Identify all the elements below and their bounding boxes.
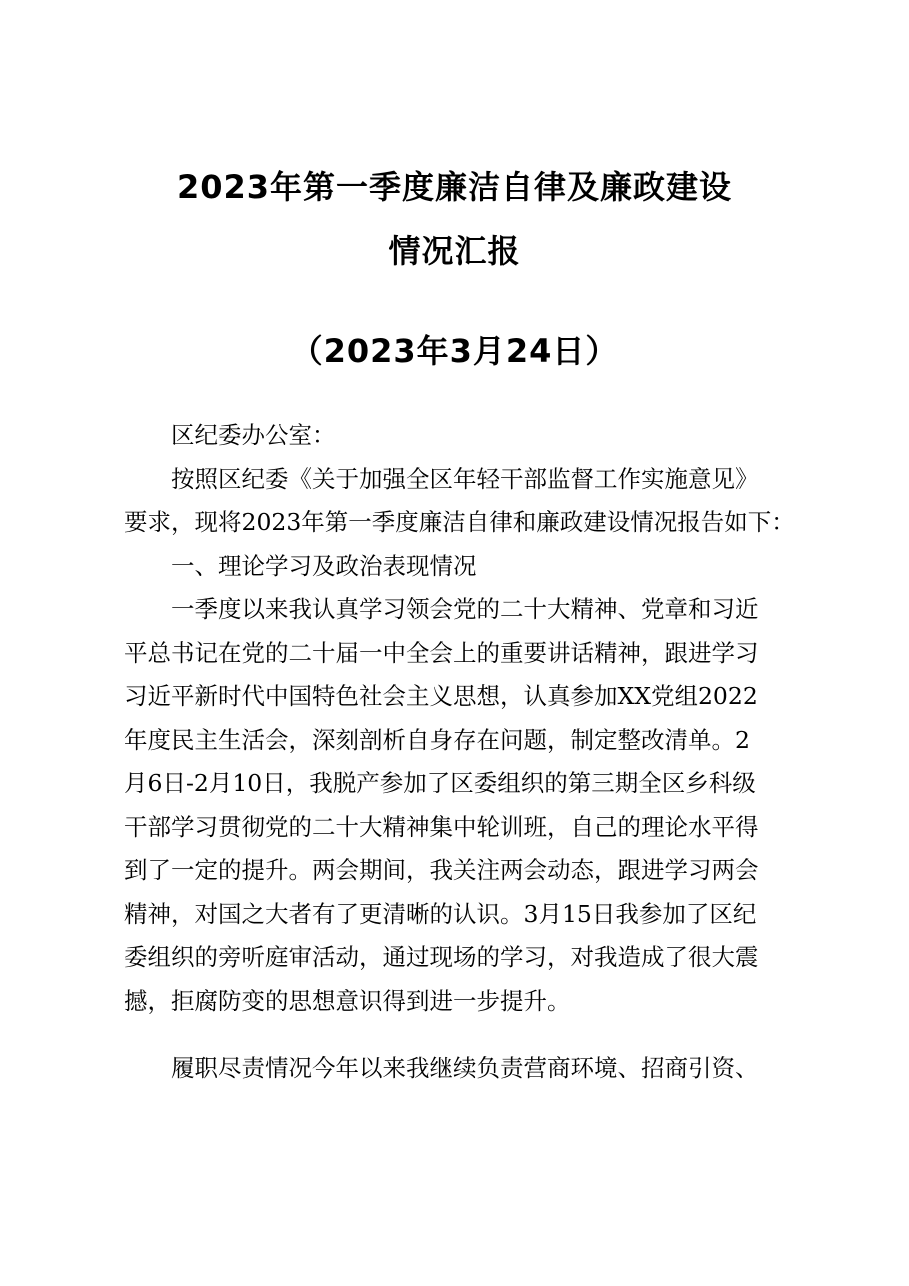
document-title-line-2: 情况汇报	[388, 232, 521, 270]
document-body	[124, 414, 804, 1091]
salutation: 区纪委办公室：	[171, 421, 336, 449]
section-1-line: 到了一定的提升。两会期间，我关注两会动态，跟进学习两会	[124, 856, 759, 884]
section-1-line: 一季度以来我认真学习领会党的二十大精神、党章和习近	[171, 595, 759, 623]
section-1-line: 月6日-2月10日，我脱产参加了区委组织的第三期全区乡科级	[124, 769, 756, 797]
section-1-heading: 一、理论学习及政治表现情况	[171, 551, 477, 580]
document-date: （2023年3月24日）	[290, 332, 619, 370]
section-2-line: 履职尽责情况今年以来我继续负责营商环境、招商引资、	[171, 1054, 759, 1082]
section-1-line: 干部学习贯彻党的二十大精神集中轮训班，自己的理论水平得	[124, 812, 759, 841]
intro-line-2: 要求，现将2023年第一季度廉洁自律和廉政建设情况报告如下：	[124, 508, 795, 536]
document-title-line-1: 2023年第一季度廉洁自律及廉政建设	[176, 168, 733, 206]
section-1-line: 习近平新时代中国特色社会主义思想，认真参加XX党组2022	[124, 682, 758, 710]
section-1-line: 年度民主生活会，深刻剖析自身存在问题，制定整改清单。2	[124, 725, 750, 754]
intro-line-1: 按照区纪委《关于加强全区年轻干部监督工作实施意见》	[171, 464, 759, 493]
intro-paragraph	[124, 458, 804, 545]
section-1-line: 撼，拒腐防变的思想意识得到进一步提升。	[124, 986, 571, 1015]
section-1-line: 平总书记在党的二十届一中全会上的重要讲话精神，跟进学习	[124, 638, 759, 667]
section-1-paragraph	[124, 588, 804, 1023]
section-1-line: 委组织的旁听庭审活动，通过现场的学习，对我造成了很大震	[124, 943, 759, 971]
section-1-line: 精神，对国之大者有了更清晰的认识。3月15日我参加了区纪	[124, 899, 757, 928]
